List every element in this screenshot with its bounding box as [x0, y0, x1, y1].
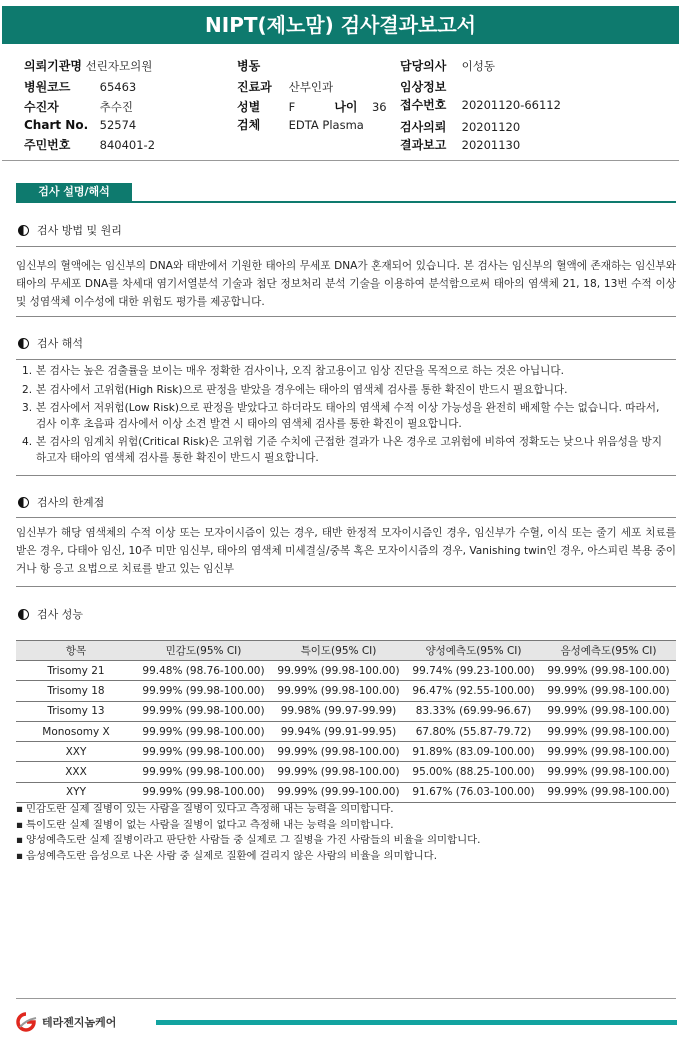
- interpretation-heading: [18, 335, 83, 351]
- table-cell: Trisomy 13: [16, 701, 136, 721]
- table-row: [16, 742, 676, 762]
- table-cell: 99.99% (99.98-100.00): [271, 762, 406, 782]
- company-logo: [14, 1012, 116, 1032]
- table-cell: 99.99% (99.98-100.00): [271, 661, 406, 681]
- divider: [16, 517, 676, 518]
- bullet-icon: ▪: [16, 849, 24, 862]
- table-cell: Trisomy 21: [16, 661, 136, 681]
- divider: [16, 316, 676, 317]
- logo-text: 테라젠지놈케어: [42, 1016, 117, 1029]
- bullet-icon: ▪: [16, 803, 24, 815]
- column-header: 항목: [16, 641, 136, 661]
- list-item: 3. 본 검사에서 저위험(Low Risk)으로 판정을 받았다고 하더라도 태아의 염색체 수적 이상 가능성을 완전히 배제할 수는 없습니다. 따라서, 검사 이후 초음파 검사에서 이상 소견 발견 시 태아의 염색체 검사를 통한 확진이 필요합니다.: [22, 402, 660, 430]
- table-cell: 99.99% (99.98-100.00): [541, 681, 676, 701]
- performance-heading: [18, 606, 83, 622]
- request-field: [400, 118, 520, 135]
- limits-text: 임신부가 해당 염색체의 수적 이상 또는 모자이시즘이 있는 경우, 태반 한정적 모자이시즘인 경우, 임신부가 수혈, 이식 또는 줄기 세포 치료를 받은 경우, 다태아 임신, 10주 미만 임신부, 태아의 염색체 미세결실/중복 혹은 모자이시즘의 경우, Vanishing twin인 경우, 아스피린 복용 중이거나 항 응고 요법으로 치료를 받고 있는 임신부: [16, 527, 676, 575]
- performance-heading-text: 검사 성능: [37, 608, 84, 621]
- sex-field: [237, 98, 387, 115]
- table-cell: 99.94% (99.91-99.95): [271, 721, 406, 741]
- ward-field: [237, 57, 289, 74]
- table-cell: XXX: [16, 762, 136, 782]
- table-cell: 99.99% (99.98-100.00): [271, 742, 406, 762]
- clinical-label: 임상정보: [400, 80, 447, 94]
- table-cell: 91.67% (76.03-100.00): [406, 782, 541, 802]
- column-header: 민감도(95% CI): [136, 641, 271, 661]
- table-cell: 95.00% (88.25-100.00): [406, 762, 541, 782]
- method-text: 임신부의 혈액에는 임신부의 DNA와 태반에서 기원한 태아의 무세포 DNA가 혼재되어 있습니다. 본 검사는 임신부의 혈액에 존재하는 임신부와 태아의 무세포 DNA를 차세대 염기서열분석 기술과 첨단 정보처리 분석 기술을 이용하여 분석함으로써 태아의 염색체 21, 18, 13번 수적 이상 및 성염색체 이수성에 대한 위험도 평가를 제공합니다.: [16, 260, 676, 308]
- table-row: [16, 782, 676, 802]
- code-value: 65463: [99, 80, 137, 94]
- method-heading: [18, 222, 122, 238]
- section-tab-line: [16, 201, 676, 203]
- chart-value: 52574: [99, 118, 137, 132]
- column-header: 양성예측도(95% CI): [406, 641, 541, 661]
- report-date-field: [400, 136, 520, 153]
- bullet-icon: ▪: [16, 834, 24, 846]
- table-cell: XXY: [16, 742, 136, 762]
- table-row: [16, 701, 676, 721]
- half-circle-icon: [18, 225, 29, 236]
- table-cell: 99.99% (99.98-100.00): [541, 721, 676, 741]
- bullet-icon: ▪: [16, 818, 24, 831]
- hospital-value: 선린자모의원: [85, 59, 153, 73]
- table-cell: 91.89% (83.09-100.00): [406, 742, 541, 762]
- table-cell: Monosomy X: [16, 721, 136, 741]
- specimen-label: 검체: [237, 118, 261, 132]
- age-value: 36: [371, 100, 387, 114]
- table-cell: 99.99% (99.98-100.00): [541, 782, 676, 802]
- doctor-value: 이성동: [461, 59, 495, 73]
- list-item: 1. 본 검사는 높은 검출률을 보이는 매우 정확한 검사이나, 오직 참고용이고 임상 진단을 목적으로 하는 것은 아닙니다.: [22, 365, 564, 377]
- dept-value: 산부인과: [288, 80, 334, 94]
- divider: [16, 246, 676, 247]
- half-circle-icon: [18, 609, 29, 620]
- id-field: [24, 136, 155, 153]
- table-row: [16, 661, 676, 681]
- request-label: 검사의뢰: [400, 120, 447, 134]
- hospital-field: [24, 57, 152, 74]
- table-cell: 99.99% (99.98-100.00): [541, 661, 676, 681]
- table-row: [16, 681, 676, 701]
- note-item: ▪ 음성예측도란 음성으로 나온 사람 중 실제로 질환에 걸리지 않은 사람의 비율을 의미합니다.: [16, 849, 676, 865]
- patient-info: [2, 50, 679, 166]
- table-cell: 99.99% (99.98-100.00): [271, 681, 406, 701]
- receipt-value: 20201120-66112: [461, 98, 561, 112]
- table-header-row: [16, 641, 676, 661]
- section-tab: 검사 설명/해석: [16, 183, 132, 201]
- sex-value: F: [288, 100, 296, 114]
- divider: [16, 586, 676, 587]
- performance-table: [16, 640, 676, 803]
- age-label: 나이: [334, 100, 358, 114]
- table-cell: 99.99% (99.99-100.00): [271, 782, 406, 802]
- id-label: 주민번호: [24, 138, 71, 152]
- table-cell: 96.47% (92.55-100.00): [406, 681, 541, 701]
- table-cell: 99.99% (99.98-100.00): [136, 782, 271, 802]
- receipt-label: 접수번호: [400, 98, 447, 112]
- logo-mark-icon: [14, 1012, 38, 1032]
- table-cell: 99.99% (99.98-100.00): [541, 762, 676, 782]
- table-cell: 99.99% (99.98-100.00): [136, 742, 271, 762]
- collector-value: 추수진: [99, 100, 133, 114]
- footer-accent-bar: [156, 1020, 677, 1025]
- table-cell: Trisomy 18: [16, 681, 136, 701]
- table-cell: XYY: [16, 782, 136, 802]
- sex-label: 성별: [237, 100, 261, 114]
- info-divider: [2, 160, 679, 161]
- doctor-label: 담당의사: [400, 59, 447, 73]
- limits-heading-text: 검사의 한계점: [37, 496, 105, 509]
- limits-heading: [18, 494, 104, 510]
- clinical-field: [400, 78, 462, 95]
- note-item: ▪ 특이도란 실제 질병이 없는 사람을 질병이 없다고 측정해 내는 능력을 의미합니다.: [16, 818, 676, 834]
- report-date-label: 결과보고: [400, 138, 447, 152]
- table-cell: 99.99% (99.98-100.00): [136, 681, 271, 701]
- table-cell: 99.99% (99.98-100.00): [136, 762, 271, 782]
- table-cell: 99.99% (99.98-100.00): [136, 701, 271, 721]
- list-item: 4. 본 검사의 임계치 위험(Critical Risk)은 고위험 기준 수치에 근접한 결과가 나온 경우로 고위험에 비하여 정확도는 낮으나 위음성을 방지하고자 태아의 염색체 검사를 통한 확진이 반드시 필요합니다.: [22, 436, 662, 464]
- request-value: 20201120: [461, 120, 521, 134]
- table-cell: 83.33% (69.99-96.67): [406, 701, 541, 721]
- table-cell: 99.99% (99.98-100.00): [541, 701, 676, 721]
- chart-label: Chart No.: [24, 118, 89, 132]
- half-circle-icon: [18, 497, 29, 508]
- table-cell: 99.98% (99.97-99.99): [271, 701, 406, 721]
- collector-field: [24, 98, 133, 115]
- collector-label: 수진자: [24, 100, 59, 114]
- table-cell: 99.48% (98.76-100.00): [136, 661, 271, 681]
- table-cell: 99.99% (99.98-100.00): [136, 721, 271, 741]
- id-value: 840401-2: [99, 138, 156, 152]
- table-row: [16, 721, 676, 741]
- footer-divider: [16, 998, 676, 999]
- dept-label: 진료과: [237, 80, 272, 94]
- table-cell: 99.99% (99.98-100.00): [541, 742, 676, 762]
- list-item: 2. 본 검사에서 고위험(High Risk)으로 판정을 받았을 경우에는 태아의 염색체 검사를 통한 확진이 반드시 필요합니다.: [22, 383, 568, 396]
- specimen-value: EDTA Plasma: [288, 118, 364, 132]
- report-title: NIPT(제노맘) 검사결과보고서: [2, 6, 679, 44]
- doctor-field: [400, 57, 495, 74]
- ward-label: 병동: [237, 59, 261, 73]
- interpretation-heading-text: 검사 해석: [37, 337, 84, 350]
- half-circle-icon: [18, 338, 29, 349]
- method-heading-text: 검사 방법 및 원리: [37, 224, 122, 237]
- hospital-label: 의뢰기관명: [24, 59, 82, 73]
- table-cell: 67.80% (55.87-79.72): [406, 721, 541, 741]
- table-cell: 99.74% (99.23-100.00): [406, 661, 541, 681]
- interpretation-list: [22, 364, 672, 469]
- receipt-field: [400, 96, 561, 113]
- table-row: [16, 762, 676, 782]
- divider: [16, 475, 676, 476]
- dept-field: [237, 78, 333, 95]
- column-header: 음성예측도(95% CI): [541, 641, 676, 661]
- column-header: 특이도(95% CI): [271, 641, 406, 661]
- code-field: [24, 78, 136, 95]
- code-label: 병원코드: [24, 80, 71, 94]
- note-item: ▪ 민감도란 실제 질병이 있는 사람을 질병이 있다고 측정해 내는 능력을 의미합니다.: [16, 802, 676, 818]
- performance-notes: [16, 802, 676, 864]
- specimen-field: [237, 116, 364, 133]
- chart-field: [24, 118, 136, 132]
- note-item: ▪ 양성예측도란 실제 질병이라고 판단한 사람들 중 실제로 그 질병을 가진 사람들의 비율을 의미합니다.: [16, 833, 676, 849]
- divider: [16, 359, 676, 360]
- report-date-value: 20201130: [461, 138, 521, 152]
